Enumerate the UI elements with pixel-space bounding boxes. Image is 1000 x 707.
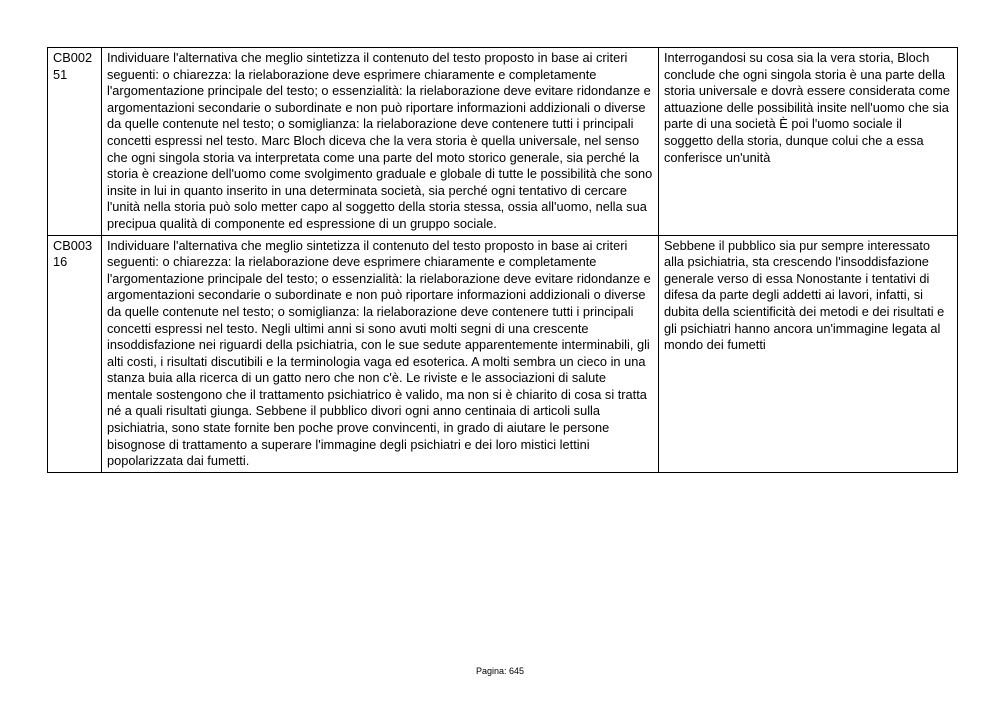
questions-table — [47, 47, 958, 473]
answer-text: Interrogandosi su cosa sia la vera storia, Bloch conclude che ogni singola storia è una parte della storia universale e dovrà essere considerata come attuazione delle possibilità insite nell'uomo che sia parte di una società È poi l'uomo sociale il soggetto della storia, dunque colui che a essa conferisce un'unità — [659, 48, 958, 236]
table-row — [48, 48, 958, 236]
page-number: Pagina: 645 — [475, 666, 525, 676]
question-code: CB00316 — [48, 235, 102, 472]
question-code: CB00251 — [48, 48, 102, 236]
question-text: Individuare l'alternativa che meglio sintetizza il contenuto del testo proposto in base ai criteri seguenti: o chiarezza: la rielaborazione deve esprimere chiaramente e completamente l'argomentazione principale del testo; o essenzialità: la rielaborazione deve evitare ridondanze e argomentazioni secondarie o subordinate e non può riportare informazioni addizionali o diverse da quelle contenute nel testo; o somiglianza: la rielaborazione deve contenere tutti i principali concetti espressi nel testo. Negli ultimi anni si sono avuti molti segni di una crescente insoddisfazione nei riguardi della psichiatria, con le sue sedute apparentemente interminabili, gli alti costi, i risultati discutibili e la terminologia vaga ed esoterica. A molti sembra un cieco in una stanza buia alla ricerca di un gatto nero che non c'è. Le riviste e le associazioni di salute mentale sostengono che il trattamento psichiatrico è valido, ma non si è chiarito di cosa si tratta né a quali risultati giunga. Sebbene il pubblico divori ogni anno centinaia di articoli sulla psichiatria, sono state fornite ben poche prove convincenti, in grado di aiutare le persone bisognose di trattamento a superare l'immagine degli psichiatri e dei loro mistici lettini popolarizzata dai fumetti. — [102, 235, 659, 472]
question-text: Individuare l'alternativa che meglio sintetizza il contenuto del testo proposto in base ai criteri seguenti: o chiarezza: la rielaborazione deve esprimere chiaramente e completamente l'argomentazione principale del testo; o essenzialità: la rielaborazione deve evitare ridondanze e argomentazioni secondarie o subordinate e non può riportare informazioni addizionali o diverse da quelle contenute nel testo; o somiglianza: la rielaborazione deve contenere tutti i principali concetti espressi nel testo. Marc Bloch diceva che la vera storia è quella universale, nel senso che ogni singola storia va interpretata come una parte del moto storico generale, sia perché la storia è creazione dell'uomo come svolgimento graduale e globale di tutte le possibilità che sono insite in lui in quanto inserito in una determinata società, sia perché ogni tentativo di cercare l'unità nella storia può solo metter capo al soggetto della storia stessa, ossia all'uomo, nella sua precipua qualità di componente ed espressione di un gruppo sociale. — [102, 48, 659, 236]
table-row — [48, 235, 958, 472]
answer-text: Sebbene il pubblico sia pur sempre interessato alla psichiatria, sta crescendo l'insoddisfazione generale verso di essa Nonostante i tentativi di difesa da parte degli addetti ai lavori, infatti, si dubita della scientificità dei metodi e dei risultati e gli psichiatri hanno ancora un'immagine legata al mondo dei fumetti — [659, 235, 958, 472]
